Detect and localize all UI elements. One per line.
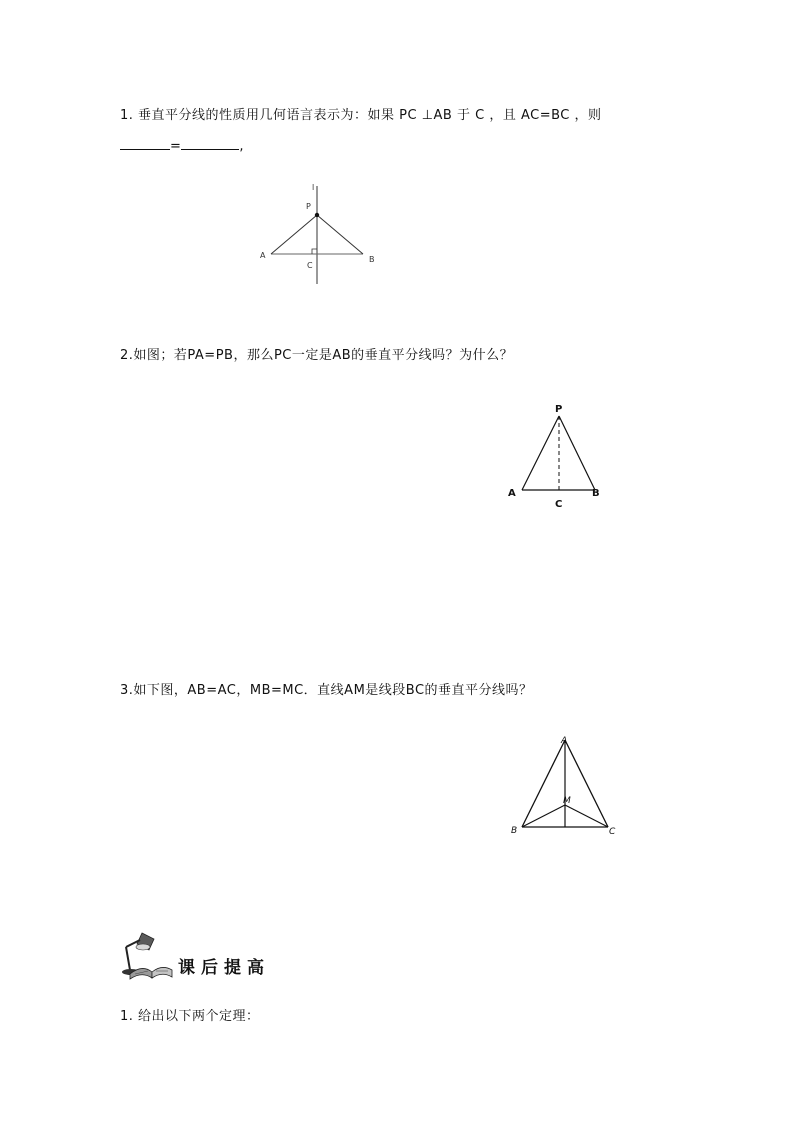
point-p [315, 213, 319, 217]
question-2-text: 2.如图；若PA=PB，那么PC一定是AB的垂直平分线吗？为什么？ [120, 348, 514, 363]
label-a: A [508, 488, 516, 499]
right-angle-mark [312, 249, 317, 254]
label-p: P [555, 404, 563, 415]
label-c: C [307, 261, 313, 270]
segment-pb [559, 416, 595, 490]
label-b: B [511, 826, 518, 836]
question-1-answer-line [120, 137, 244, 154]
label-b: B [369, 255, 375, 264]
question-3-text: 3.如下图，AB=AC，MB=MC．直线AM是线段BC的垂直平分线吗？ [120, 683, 533, 698]
answer-blank-1[interactable] [120, 137, 170, 150]
segment-ab [522, 740, 565, 827]
trailing-comma: , [239, 139, 245, 154]
question-1-text: 1. 垂直平分线的性质用几何语言表示为：如果 PC ⊥AB 于 C ，且 AC=BC ，则 [120, 108, 602, 123]
after-class-item-1: 1. 给出以下两个定理： [120, 1009, 260, 1024]
segment-mb [522, 805, 565, 827]
figure-3-triangle-abc [500, 730, 630, 842]
figure-1-perpendicular-bisector [255, 180, 385, 290]
segment-pa [271, 215, 317, 254]
section-title: 课后提高 [178, 958, 270, 978]
segment-pb [317, 215, 363, 254]
label-p: P [306, 202, 311, 211]
label-b: B [592, 488, 600, 499]
segment-pa [522, 416, 559, 490]
answer-blank-2[interactable] [181, 137, 239, 150]
figure-2-isosceles-triangle [500, 398, 610, 516]
segment-ac [565, 740, 608, 827]
label-a: A [561, 736, 568, 746]
label-l: l [312, 183, 315, 192]
label-c: C [609, 827, 616, 837]
lamp-book-icon [118, 930, 174, 980]
segment-mc [565, 805, 608, 827]
label-a: A [260, 251, 266, 260]
label-m: M [563, 796, 571, 806]
equals-sign: = [170, 139, 182, 154]
label-c: C [555, 499, 563, 510]
